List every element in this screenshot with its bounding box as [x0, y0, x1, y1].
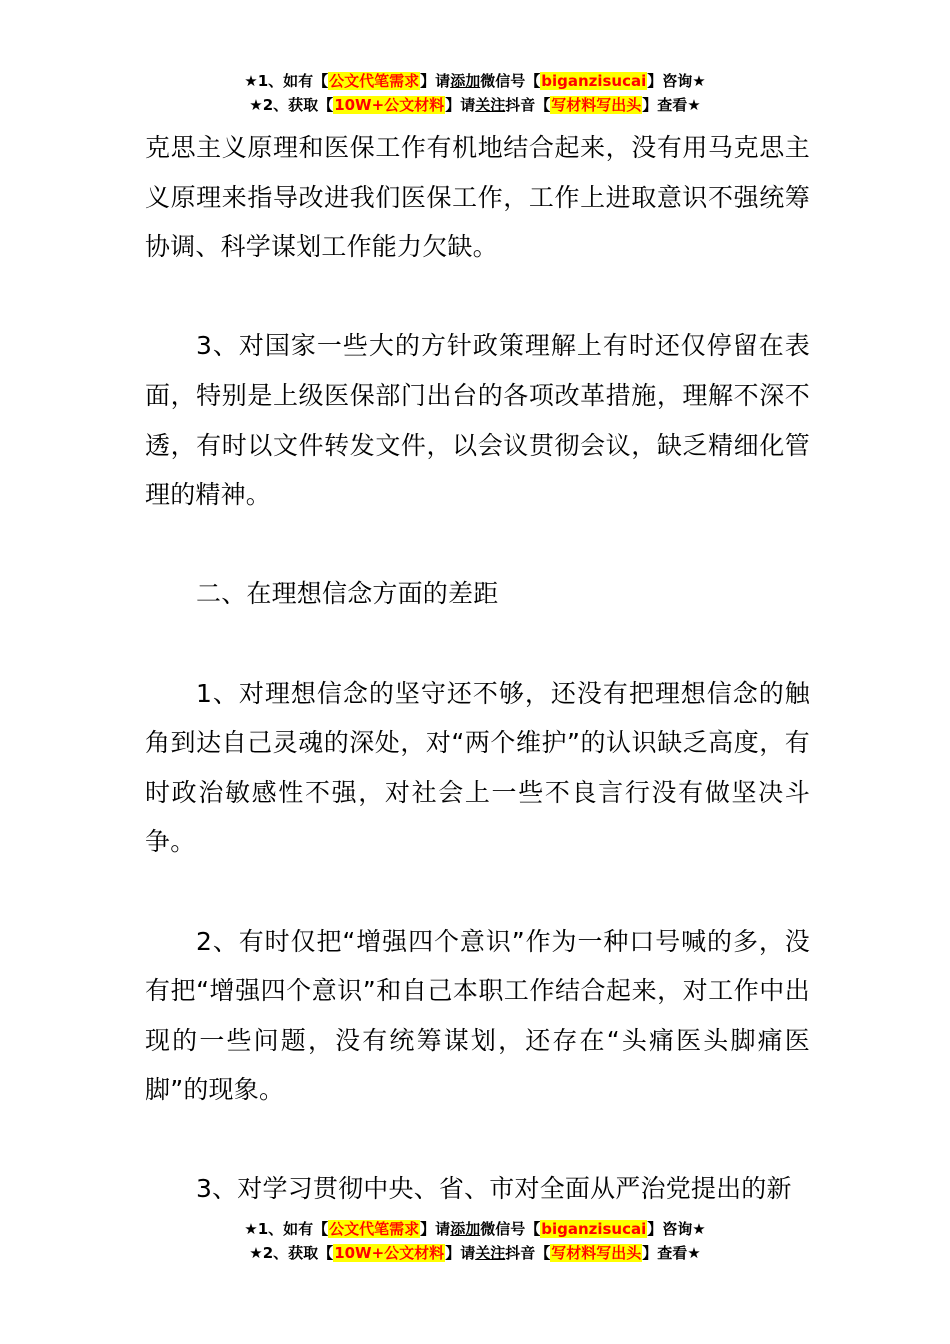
promo-text: 】请: [420, 72, 451, 90]
promo-text: 】请: [420, 1220, 451, 1238]
paragraph-spacer: [145, 867, 810, 917]
promo-underlined: 添加: [450, 1220, 481, 1238]
promo-text: ★1、如有【: [244, 72, 329, 90]
paragraph-spacer: [145, 619, 810, 669]
promo-line-1: [0, 69, 950, 93]
promo-wechat-id: biganzisucai: [541, 72, 647, 90]
promo-text: ★1、如有【: [244, 1220, 329, 1238]
promo-highlight: 10W+公文材料: [334, 1244, 445, 1262]
promo-text: 】请: [445, 1244, 476, 1262]
promo-highlight: 公文代笔需求: [329, 72, 420, 90]
promo-line-2: [0, 1241, 950, 1265]
promo-text: 抖音【: [505, 96, 551, 114]
paragraph-point-2: 2、有时仅把“增强四个意识”作为一种口号喊的多，没有把“增强四个意识”和自己本职工作结合起来，对工作中出现的一些问题，没有统筹谋划，还存在“头痛医头脚痛医脚”的现象。: [145, 926, 810, 1105]
promo-douyin-account: 写材料写出头: [551, 96, 642, 114]
paragraph-point-1: 1、对理想信念的坚守还不够，还没有把理想信念的触角到达自己灵魂的深处，对“两个维护”的认识缺乏高度，有时政治敏感性不强，对社会上一些不良言行没有做坚决斗争。: [145, 678, 810, 857]
promo-highlight: 公文代笔需求: [329, 1220, 420, 1238]
promo-text: 】查看★: [642, 1244, 701, 1262]
paragraph-point-3: 3、对国家一些大的方针政策理解上有时还仅停留在表面，特别是上级医保部门出台的各项改革措施，理解不深不透，有时以文件转发文件，以会议贯彻会议，缺乏精细化管理的精神。: [145, 331, 810, 510]
promo-text: 】请: [445, 96, 476, 114]
promo-wechat-id: biganzisucai: [541, 1220, 647, 1238]
section-heading: 二、在理想信念方面的差距: [196, 579, 499, 609]
footer-promo-banner: [0, 1217, 950, 1265]
promo-text: 微信号【: [480, 1220, 541, 1238]
promo-text: 微信号【: [480, 72, 541, 90]
promo-text: 】咨询★: [647, 1220, 706, 1238]
promo-underlined: 添加: [450, 72, 481, 90]
promo-highlight: 10W+公文材料: [334, 96, 445, 114]
promo-line-2: [0, 93, 950, 117]
promo-underlined: 关注: [475, 96, 506, 114]
paragraph-point-3b: 3、对学习贯彻中央、省、市对全面从严治党提出的新: [196, 1174, 792, 1204]
promo-line-1: [0, 1217, 950, 1241]
promo-text: ★2、获取【: [249, 96, 334, 114]
header-promo-banner: [0, 69, 950, 117]
promo-text: ★2、获取【: [249, 1244, 334, 1262]
document-body: [145, 123, 810, 1214]
promo-underlined: 关注: [475, 1244, 506, 1262]
paragraph-spacer: [145, 520, 810, 570]
paragraph-spacer: [145, 272, 810, 322]
promo-text: 抖音【: [505, 1244, 551, 1262]
promo-text: 】查看★: [642, 96, 701, 114]
promo-text: 】咨询★: [647, 72, 706, 90]
paragraph-continued: 克思主义原理和医保工作有机地结合起来，没有用马克思主义原理来指导改进我们医保工作，工作上进取意识不强统筹协调、科学谋划工作能力欠缺。: [145, 133, 810, 262]
paragraph-spacer: [145, 1115, 810, 1165]
promo-douyin-account: 写材料写出头: [551, 1244, 642, 1262]
